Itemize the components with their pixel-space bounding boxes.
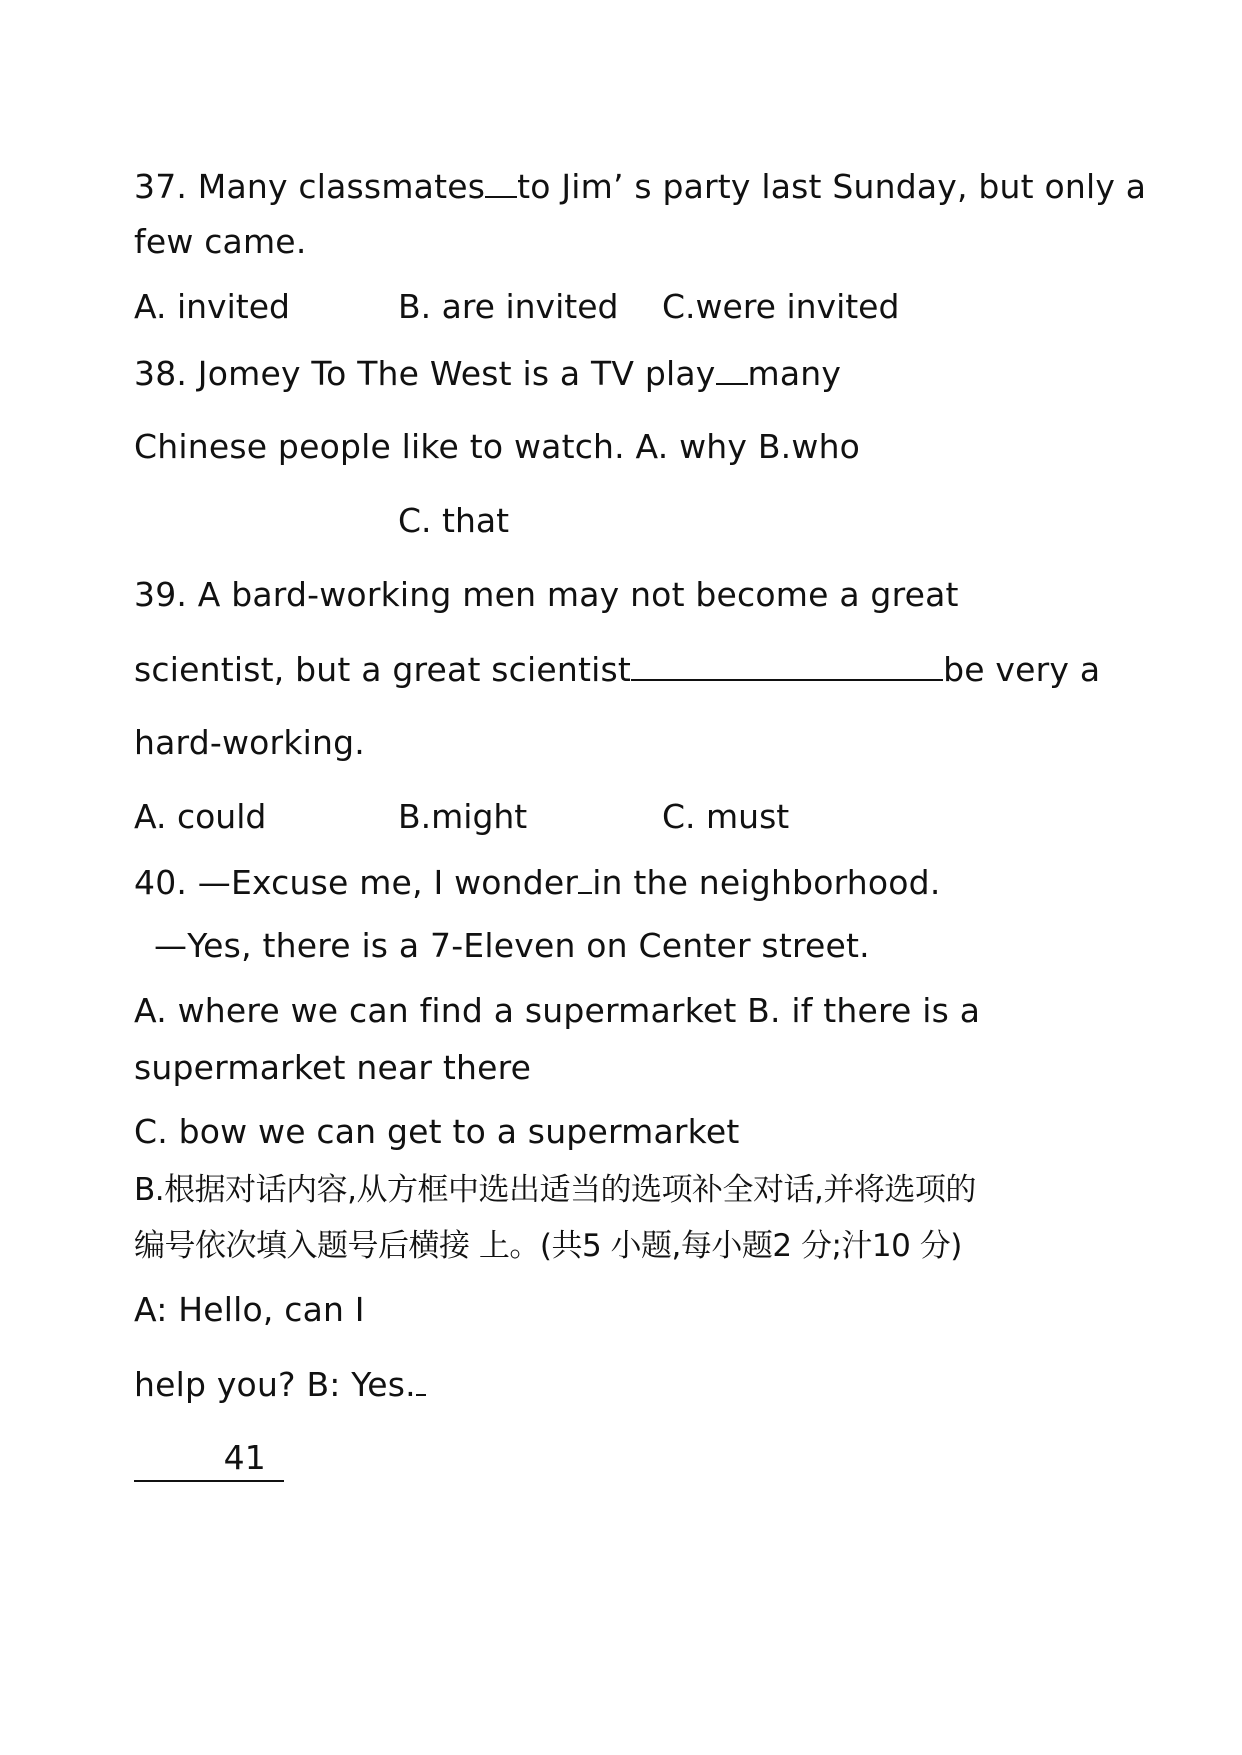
q39-text-a: scientist, but a great scientist xyxy=(134,650,632,689)
dialogue-blank-start xyxy=(416,1362,426,1396)
q39-line-2 xyxy=(134,647,1100,692)
blank-41-number: 41 xyxy=(223,1438,266,1477)
blank-41-underline xyxy=(134,1436,284,1482)
q37-text-b: to Jim’ s party last Sunday, but only a xyxy=(517,167,1147,206)
q38-line-1 xyxy=(134,351,841,396)
q38-option-c: C. that xyxy=(398,501,510,540)
q40-blank xyxy=(578,860,592,894)
q37-text-a: 37. Many classmates xyxy=(134,167,486,206)
q37-option-c: C.were invited xyxy=(662,287,900,326)
section-b-instructions-line-1: B.根据对话内容,从方框中选出适当的选项补全对话,并将选项的 xyxy=(134,1172,976,1208)
q38-blank xyxy=(716,351,748,385)
q40-option-b-continued: supermarket near there xyxy=(134,1048,532,1087)
dialogue-blank-41 xyxy=(134,1436,284,1482)
q37-blank xyxy=(485,164,517,198)
q38-text-b: many xyxy=(747,354,842,393)
q37-line-1 xyxy=(134,164,1146,209)
q39-line-1: 39. A bard-working men may not become a great xyxy=(134,575,959,614)
q38-text-a: 38. Jomey To The West is a TV play xyxy=(134,354,716,393)
q40-text-b: in the neighborhood. xyxy=(592,863,941,902)
q39-blank xyxy=(631,647,943,681)
q40-line-1 xyxy=(134,860,941,905)
q39-option-a: A. could xyxy=(134,797,267,836)
dialogue-line-1: A: Hello, can I xyxy=(134,1290,365,1329)
q40-line-2: —Yes, there is a 7-Eleven on Center street. xyxy=(154,926,870,965)
q39-option-b: B.might xyxy=(398,797,528,836)
dialogue-line-2-text: help you? B: Yes. xyxy=(134,1365,416,1404)
q40-options-ab: A. where we can find a supermarket B. if there is a xyxy=(134,991,981,1030)
q37-line-2: few came. xyxy=(134,222,307,261)
section-b-instructions-line-2: 编号依次填入题号后横接 上。(共5 小题,每小题2 分;汁10 分) xyxy=(134,1228,962,1264)
q39-text-b: be very a xyxy=(943,650,1101,689)
q37-option-a: A. invited xyxy=(134,287,290,326)
dialogue-line-2 xyxy=(134,1362,426,1407)
q39-line-3: hard-working. xyxy=(134,723,365,762)
q38-line-2: Chinese people like to watch. A. why B.who xyxy=(134,427,861,466)
q40-text-a: 40. —Excuse me, I wonder xyxy=(134,863,579,902)
q37-option-b: B. are invited xyxy=(398,287,619,326)
q40-option-c: C. bow we can get to a supermarket xyxy=(134,1112,740,1151)
q39-option-c: C. must xyxy=(662,797,790,836)
